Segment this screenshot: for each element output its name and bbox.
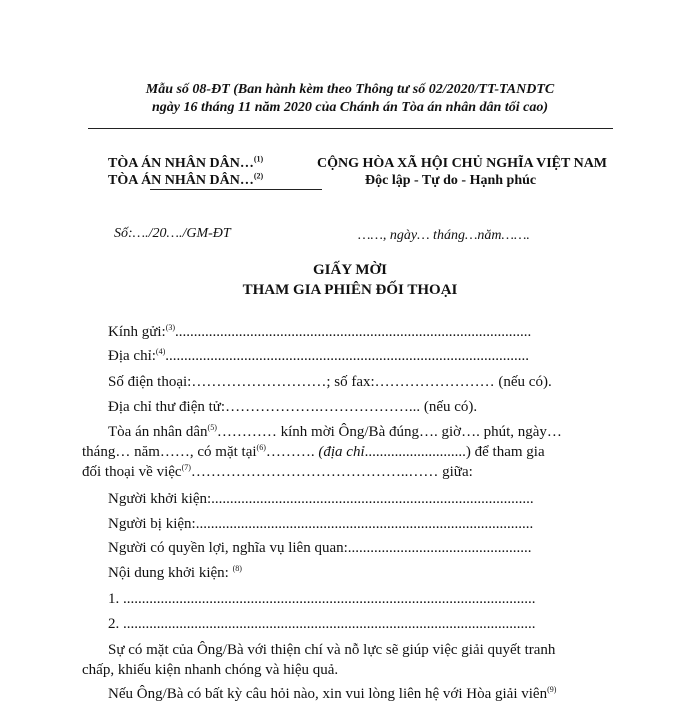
closing-line1: Sự có mặt của Ông/Bà với thiện chí và nỗ lực sẽ giúp việc giải quyết tranh [108,642,556,658]
claim-content-heading: Nội dung khởi kiện: $^{(8)}$ [108,564,242,581]
claim-item-1: 1. .............................................................................................................. [108,591,536,607]
invitation-line1: Tòa án nhân dân$^{(5)}$………… kính mời Ông/Bà đúng…. giờ…. phút, ngày… [108,423,562,440]
court-name-line1: TÒA ÁN NHÂN DÂN…$^{(1)}$ [108,154,264,171]
document-date: ……, ngày… tháng…năm……. [358,228,530,243]
email-line: Địa chỉ thư điện tử:……………….………………... (nếu có). [108,399,478,415]
template-reference-line2: ngày 16 tháng 11 năm 2020 của Chánh án Tòa án nhân dân tối cao) [152,100,548,115]
phone-fax-line: Số điện thoại:………………………; số fax:…………………… (nếu có). [108,374,552,390]
related-party-line: Người có quyền lợi, nghĩa vụ liên quan:................................................. [108,540,532,556]
document-subtitle: THAM GIA PHIÊN ĐỐI THOẠI [242,282,458,298]
republic-name: CỘNG HÒA XÃ HỘI CHỦ NGHĨA VIỆT NAM [317,156,608,171]
document-number: Số:…./20…./GM-ĐT [114,226,231,241]
republic-motto: Độc lập - Tự do - Hạnh phúc [365,173,537,188]
recipient-line: Kính gửi:$^{(3)}$............................................................................................... [108,323,532,340]
court-underline [150,189,322,190]
template-reference-line1: Mẫu số 08-ĐT (Ban hành kèm theo Thông tư số 02/2020/TT-TANDTC [145,82,555,97]
claim-item-2: 2. .............................................................................................................. [108,616,536,632]
court-name-line2: TÒA ÁN NHÂN DÂN…$^{(2)}$ [108,171,264,188]
plaintiff-line: Người khởi kiện:...................................................................................... [108,491,534,507]
invitation-line3: đối thoại về việc$^{(7)}$……………………………………..…… giữa: [82,463,473,480]
closing-line2: chấp, khiếu kiện nhanh chóng và hiệu quả. [82,662,339,678]
document-title: GIẤY MỜI [312,262,388,278]
header-divider [88,128,613,129]
address-line: Địa chỉ:$^{(4)}$................................................................................................. [108,347,529,364]
invitation-line2: tháng… năm……, có mặt tại$^{(6)}$………. (địa chỉ...........................) để tham gia [82,443,545,460]
contact-line1: Nếu Ông/Bà có bất kỳ câu hỏi nào, xin vui lòng liên hệ với Hòa giải viên$^{(9)}$ [108,685,557,702]
defendant-line: Người bị kiện:.......................................................................................... [108,516,534,532]
